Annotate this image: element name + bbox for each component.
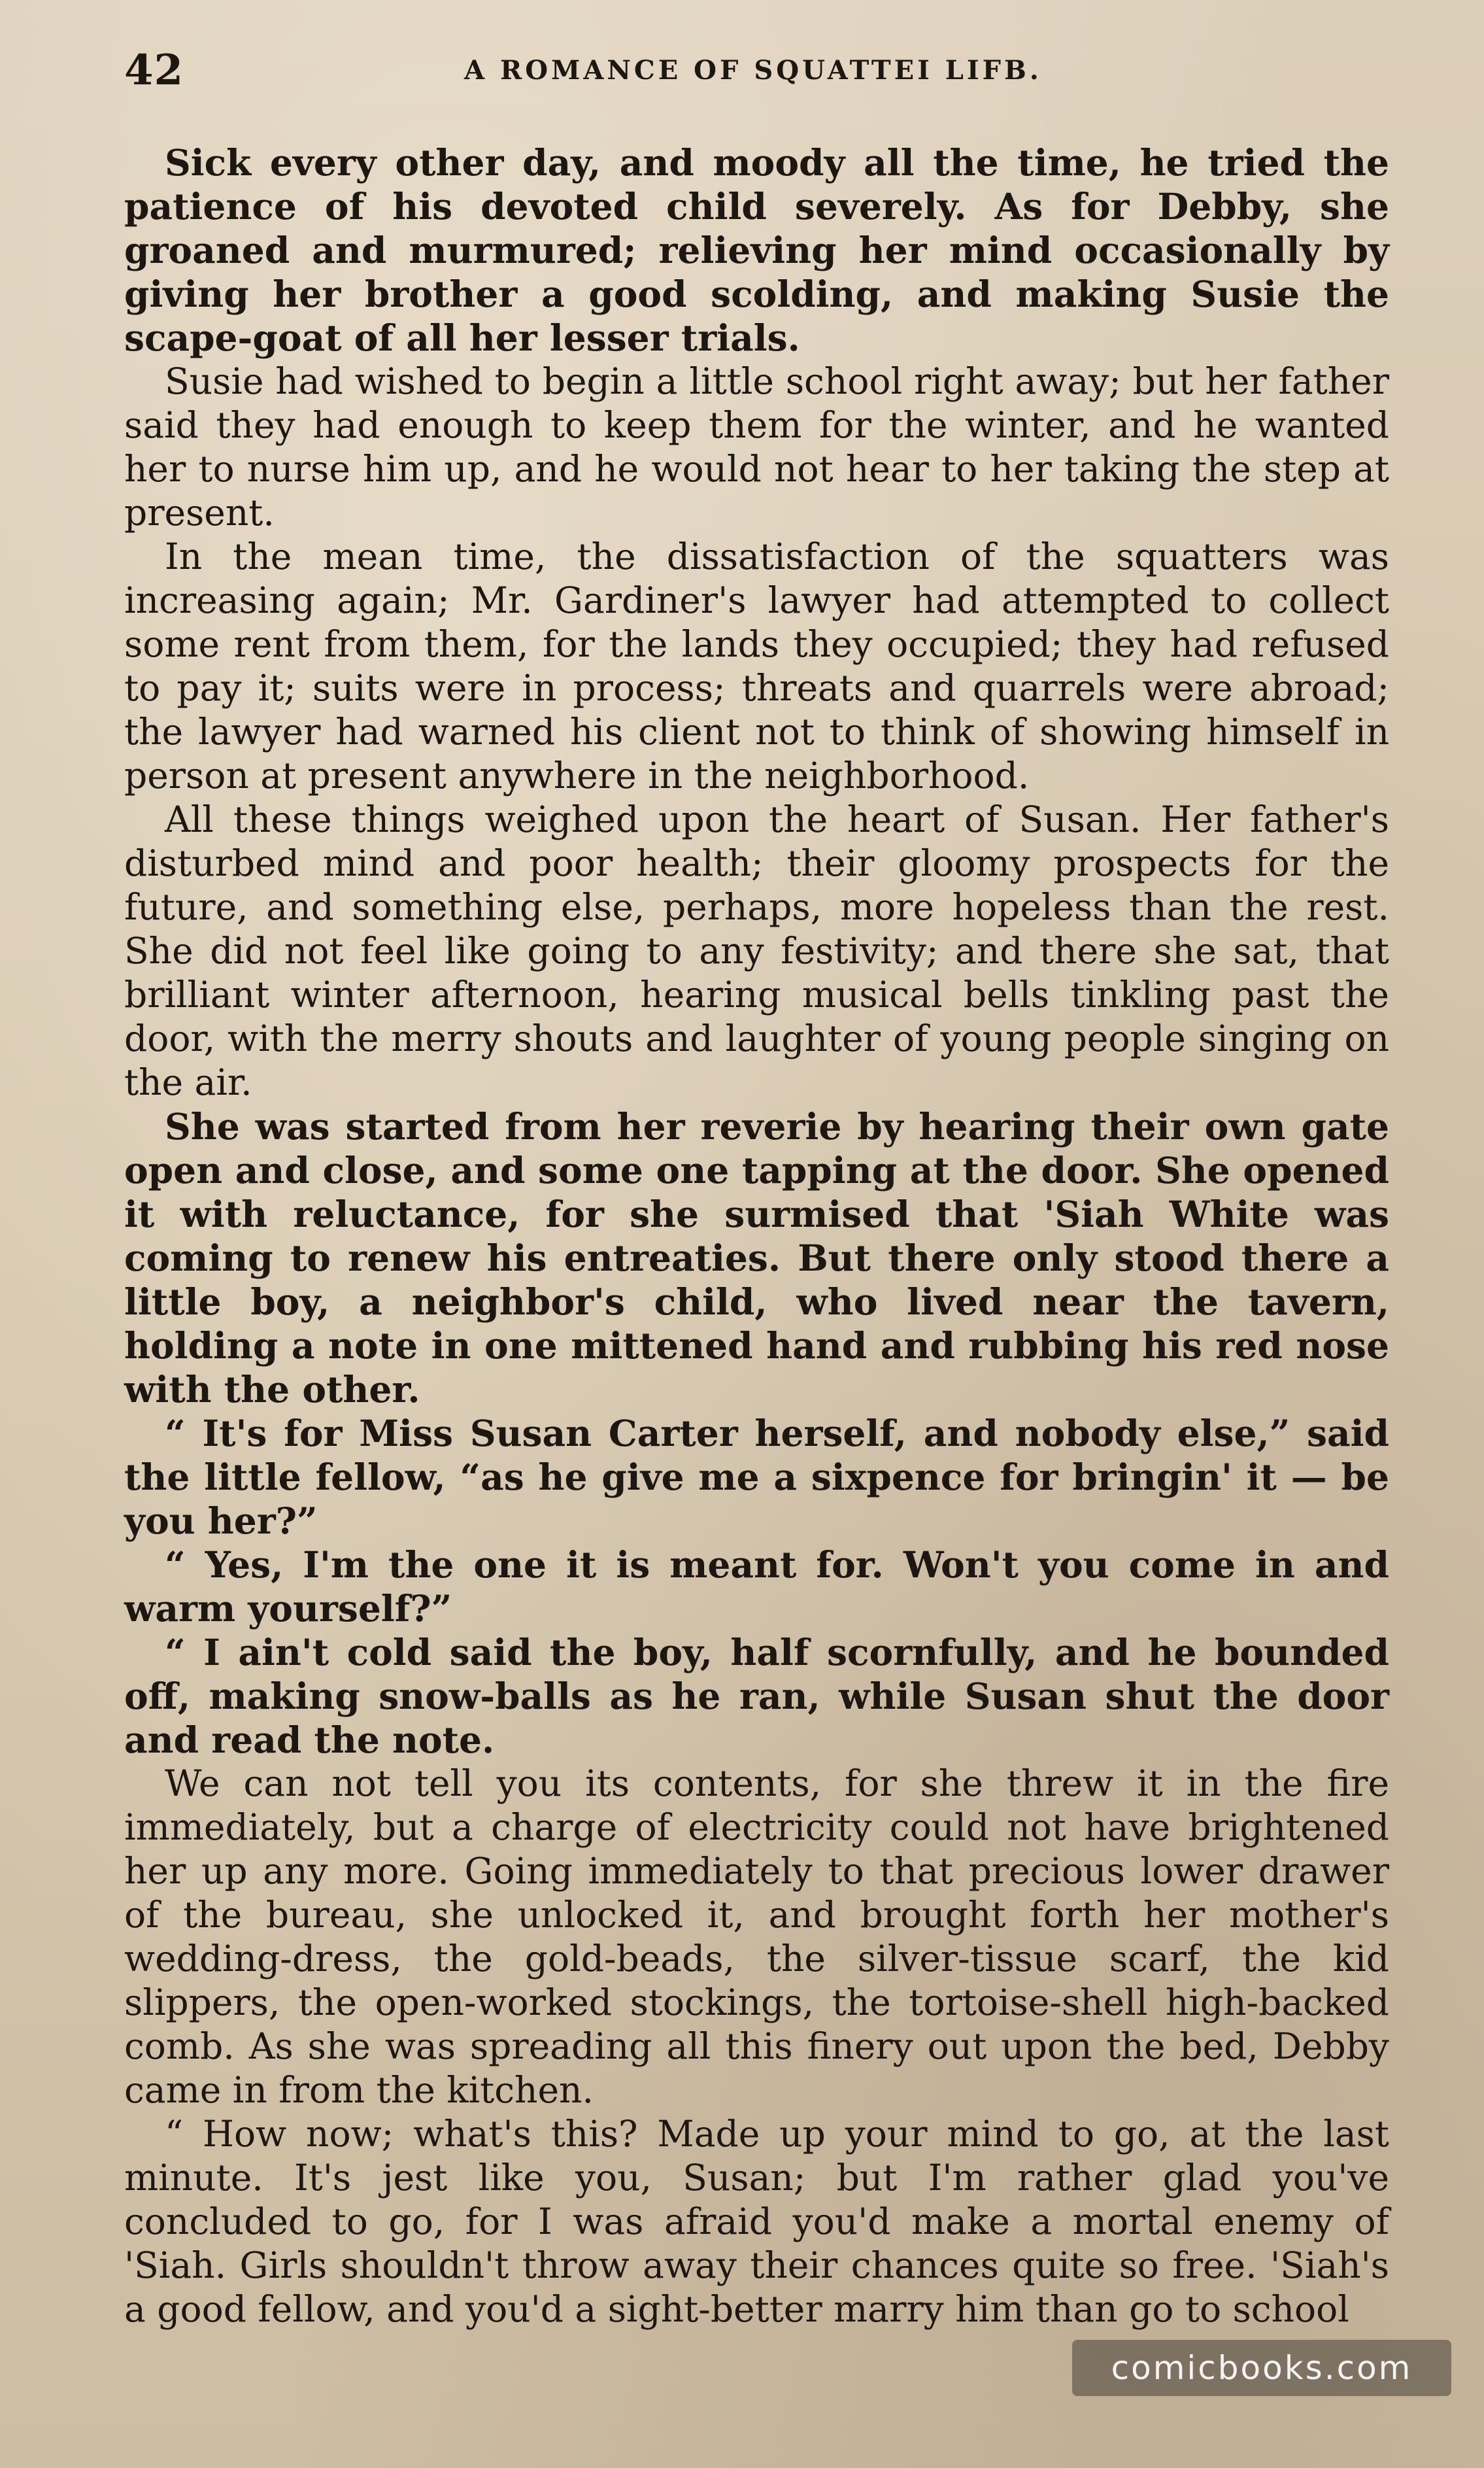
paragraph-4: All these things weighed upon the heart of Susan. Her father's disturbed mind and poor health; their gloomy prospects for the future, and something else, perhaps, more hopeless than the rest. She did not feel like going to any festivity; and there she sat, that brilliant winter afternoon, hearing musical bells tinkling past the door, with the merry shouts and laughter of young people singing on the air.	[124, 798, 1389, 1103]
paragraph-10: “ How now; what's this? Made up your mind to go, at the last minute. It's jest like you, Susan; but I'm rather glad you've concluded to go, for I was afraid you'd make a mortal enemy of 'Siah. Girls shouldn't throw away their chances quite so free. 'Siah's a good fellow, and you'd a sight-better marry him than go to school	[124, 2113, 1389, 2330]
paragraph-3: In the mean time, the dissatisfaction of the squatters was increasing again; Mr. Gardiner's lawyer had attempted to collect some rent from them, for the lands they occupied; they had refused to pay it; suits were in process; threats and quarrels were abroad; the lawyer had warned his client not to think of showing himself in person at present anywhere in the neighborhood.	[124, 536, 1389, 797]
paragraph-6: “ It's for Miss Susan Carter herself, and nobody else,” said the little fellow, “as he give me a sixpence for bringin' it — be you her?”	[124, 1412, 1389, 1542]
paragraph-5: She was started from her reverie by hearing their own gate open and close, and some one tapping at the door. She opened it with reluctance, for she surmised that 'Siah White was coming to renew his entreaties. But there only stood there a little boy, a neighbor's child, who lived near the tavern, holding a note in one mittened hand and rubbing his red nose with the other.	[124, 1105, 1389, 1411]
paragraph-9: We can not tell you its contents, for she threw it in the fire immediately, but a charge of electricity could not have brightened her up any more. Going immediately to that precious lower drawer of the bureau, she unlocked it, and brought forth her mother's wedding-dress, the gold-beads, the silver-tissue scarf, the kid slippers, the open-worked stockings, the tortoise-shell high-backed comb. As she was spreading all this finery out upon the bed, Debby came in from the kitchen.	[124, 1762, 1389, 2111]
paragraph-1: Sick every other day, and moody all the time, he tried the patience of his devoted child severely. As for Debby, she groaned and murmured; relieving her mind occasionally by giving her brother a good scolding, and making Susie the scape-goat of all her lesser trials.	[124, 141, 1389, 359]
paragraph-7: “ Yes, I'm the one it is meant for. Won't you come in and warm yourself?”	[124, 1543, 1389, 1630]
paragraph-8: “ I ain't cold said the boy, half scornfully, and he bounded off, making snow-balls as he ran, while Susan shut the door and read the note.	[124, 1631, 1389, 1761]
paragraph-2: Susie had wished to begin a little school right away; but her father said they had enough to keep them for the winter, and he wanted her to nurse him up, and he would not hear to her taking the step at present.	[124, 360, 1389, 534]
page-number: 42	[124, 46, 184, 95]
page-header	[124, 46, 1392, 105]
watermark-text: comicbooks.com	[1111, 2349, 1413, 2387]
watermark	[1072, 2340, 1451, 2396]
running-head: A ROMANCE OF SQUATTEI LIFB.	[464, 55, 1042, 86]
text-body	[124, 141, 1389, 2330]
